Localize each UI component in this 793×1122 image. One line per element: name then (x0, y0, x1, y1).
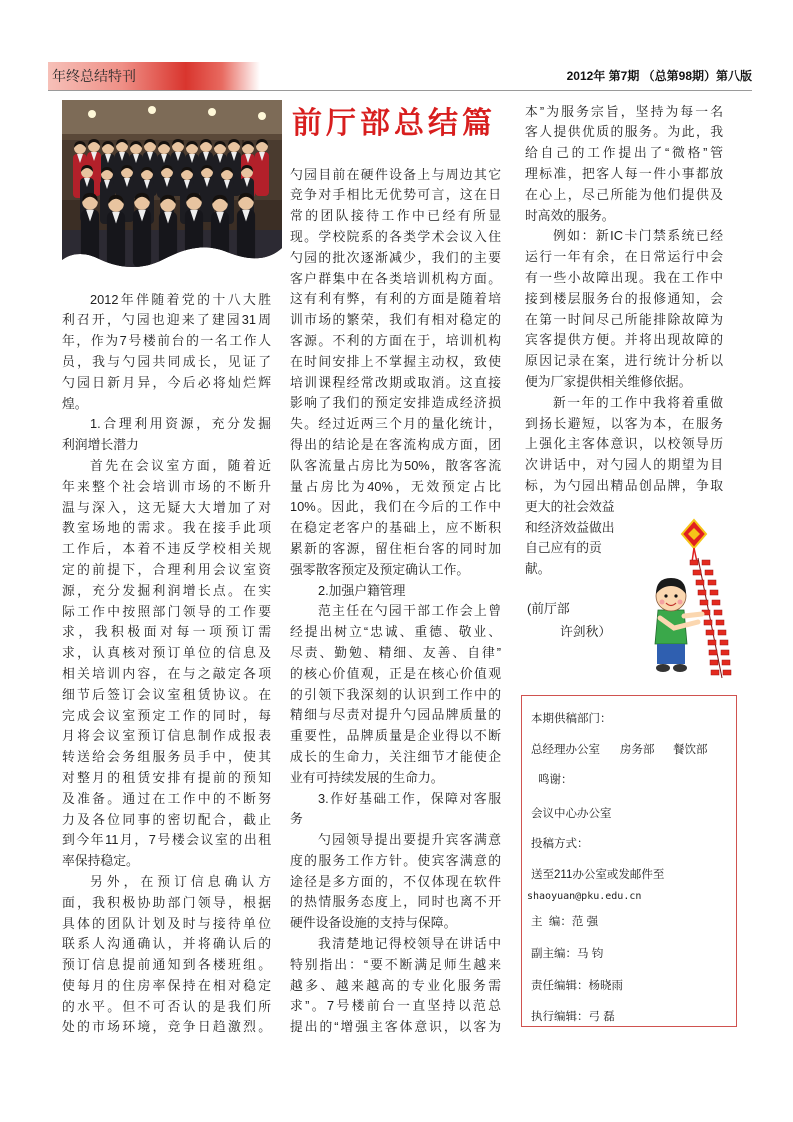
article-title: 前厅部总结篇 (292, 106, 496, 141)
text-line: 在稳定老客户的基础上，应不断积 (290, 520, 501, 536)
deputy-editor: 副主编：马 钧 (531, 948, 604, 960)
executive-editor: 执行编辑：弓 磊 (531, 1011, 615, 1023)
department-item: 房务部 (620, 744, 655, 756)
text-line: 尽责、勤勉、精细、友善、自律” (290, 644, 501, 660)
issue-info: 2012年 第7期 （总第98期）第八版 (566, 69, 752, 83)
article-paragraph (62, 456, 271, 872)
text-line: 勺园日新月异，今后必将灿烂辉 (62, 374, 271, 390)
text-line: 经提出树立“忠诚、重德、敬业、 (290, 624, 501, 640)
text-line: 有一些小故障出现。我在工作中 (525, 269, 723, 285)
text-line: 温与深入，这无疑大大增加了对 (62, 499, 271, 515)
text-line: 客户群集中在各类培训机构方面。 (290, 270, 501, 286)
text-line: 10%。因此，我们在今后的工作中 (290, 499, 501, 515)
article-paragraph (62, 872, 271, 1038)
text-line: 影响了我们的预定安排造成经济损 (290, 395, 501, 411)
text-line: 献。 (525, 561, 551, 577)
text-line: 原因记录在案，进行统计分析以 (525, 353, 723, 369)
text-line: 队客流量占房比为50%，散客客流 (290, 457, 501, 473)
article-paragraph (290, 789, 501, 831)
text-line: 和经济效益做出 (525, 519, 615, 535)
text-line: 我清楚地记得校领导在讲话中 (318, 936, 501, 952)
text-line: 3.作好基础工作，保障对客服 (318, 790, 501, 806)
text-line: 员，我与勺园共同成长，见证了 (62, 353, 271, 369)
text-line: 教室场地的需求。我在接手此项 (62, 520, 271, 536)
article-column-left (62, 290, 271, 1039)
header-divider (48, 90, 752, 91)
text-line: 本”为服务宗旨，坚持为每一名 (525, 103, 723, 119)
text-line: 给自己的工作提出了“微格”管 (525, 145, 723, 161)
text-line: 求”。7号楼前台一直坚持以范总 (290, 998, 501, 1014)
text-line: 这有利有弊，有利的方面是随着培 (290, 291, 501, 307)
article-column-right (525, 102, 723, 580)
text-line: 度的服务工作方针。使宾客满意的 (290, 852, 501, 868)
text-line: 勺园领导提出要提升宾客满意 (318, 832, 501, 848)
text-line: 对整月的租赁安排有提前的预知 (62, 769, 271, 785)
text-line: 重要性，品牌质量是企业得以不断 (290, 728, 501, 744)
text-line: 运行一年有余，在日常运行中会 (525, 249, 723, 265)
text-line: 累新的客源，留住柜台客的同时加 (290, 540, 501, 556)
article-paragraph (525, 226, 723, 392)
text-line: 到扬长避短，以客为本，在服务 (525, 415, 723, 431)
special-issue-banner (48, 62, 260, 90)
text-line: 面，我积极协助部门领导，根据 (62, 894, 271, 910)
text-line: 新一年的工作中我将着重做 (553, 394, 723, 410)
text-line: 处的市场环境，竞争日趋激烈。 (62, 1019, 271, 1035)
text-line: 预订信息提前通知到各楼班组。 (62, 957, 271, 973)
department-item: 餐饮部 (673, 744, 708, 756)
text-line: 精细与尽责对提升勺园品牌质量的 (290, 707, 501, 723)
text-line: 成长的生命力，关注细节才能使企 (290, 748, 501, 764)
submission-email: shaoyuan@pku.edu.cn (527, 891, 642, 902)
text-line: 的核心价值观，正是在核心价值观 (290, 665, 501, 681)
responsible-editor: 责任编辑：杨晓雨 (531, 980, 623, 992)
signature-author: 许剑秋） (560, 624, 612, 639)
text-line: 培训课程经常改期或取消。这直接 (290, 374, 501, 390)
article-paragraph (290, 165, 501, 581)
text-line: 途径是多方面的，不仅体现在软件 (290, 873, 501, 889)
text-line: 求，我积极面对每一项预订需 (62, 624, 271, 640)
text-line: 提出的“增强主客体意识，以客为 (290, 1019, 501, 1035)
text-line: 的热情服务态度上，同时也离不开 (290, 894, 501, 910)
text-line: 务 (290, 811, 303, 827)
text-line: 求，认真核对预订单位的信息及 (62, 645, 271, 661)
text-line: 力及各位同事的密切配合，截止 (62, 811, 271, 827)
article-column-middle (290, 165, 501, 1038)
text-line: 工作后，本着不违反学校相关规 (62, 541, 271, 557)
credits-box (521, 695, 737, 1027)
text-line: 使每月的住房率保持在相对稳定 (62, 977, 271, 993)
text-line: 利润增长潜力 (62, 437, 139, 453)
text-line: 联系人沟通确认，并将确认后的 (62, 936, 271, 952)
thanks-value: 会议中心办公室 (531, 808, 612, 820)
text-line: 宾客提供方便。并将出现故障的 (525, 332, 723, 348)
text-line: 强零散客预定及预定确认工作。 (290, 561, 470, 577)
submission-label: 投稿方式： (531, 838, 589, 850)
text-line: 量占房比为40%，无效预定占比 (290, 478, 501, 494)
text-line: 次讲话中，对勺园人的期望为目 (525, 457, 723, 473)
text-line: 细节后签订会议室租赁协议。在 (62, 686, 271, 702)
text-line: 训市场的繁荣，我们有相对稳定的 (290, 312, 501, 328)
text-line: 时高效的服务。 (525, 207, 615, 223)
text-line: 的引领下我深刻的认识到工作中的 (290, 686, 501, 702)
text-line: 及准备。通过在工作中的不断努 (62, 790, 271, 806)
text-line: 例如：新IC卡门禁系统已经 (553, 228, 723, 244)
editor-in-chief: 主 编：范 强 (531, 916, 599, 928)
text-line: 利召开，勺园也迎来了建园31周 (62, 312, 271, 328)
text-line: 常的团队接待工作中已经有所显 (290, 208, 501, 224)
article-paragraph (290, 830, 501, 934)
text-line: 2012年伴随着党的十八大胜 (90, 291, 271, 307)
banner-title: 年终总结特刊 (52, 68, 136, 84)
text-line: 标，为勺园出精品创品牌，争取 (525, 477, 723, 493)
text-line: 定的前提下，合理利用会议室资 (62, 561, 271, 577)
text-line: 现。学校院系的各类学术会议入住 (290, 228, 501, 244)
article-paragraph (525, 102, 723, 227)
text-line: 完成会议室预定工作的同时，每 (62, 707, 271, 723)
text-line: 特别指出：“要不断满足师生越来 (290, 956, 501, 972)
article-paragraph (62, 414, 271, 456)
text-line: 源，充分发掘利润增长点。在实 (62, 582, 271, 598)
text-line: 硬件设备设施的支持与保障。 (290, 915, 457, 931)
text-line: 更大的社会效益 (525, 498, 615, 514)
department-item: 总经理办公室 (531, 744, 600, 756)
text-line: 勺园目前在硬件设备上与周边其它 (290, 166, 501, 182)
text-line: 年，作为7号楼前台的一名工作人 (62, 333, 271, 349)
article-paragraph (62, 290, 271, 415)
firecracker-child-illustration (640, 518, 735, 686)
text-line: 自己应有的贡 (525, 540, 602, 556)
text-line: 在时间安排上不掌握主动权，致使 (290, 353, 501, 369)
text-line: 竞争对手相比无优势可言，这在日 (290, 187, 501, 203)
text-line: 1.合理利用资源，充分发掘 (90, 416, 271, 432)
submission-method: 送至211办公室或发邮件至 (531, 869, 665, 881)
text-line: 的水平。但不可否认的是我们所 (62, 998, 271, 1014)
text-line: 率保持稳定。 (62, 853, 139, 869)
text-line: 便为厂家提供相关维修依据。 (525, 373, 692, 389)
signature-department: (前厅部 (527, 601, 570, 616)
text-line: 接到楼层服务台的报修通知，会 (525, 290, 723, 306)
text-line: 转送给会务组服务员手中，使其 (62, 749, 271, 765)
text-line: 具体的团队计划及时与接待单位 (62, 915, 271, 931)
text-line: 另外，在预订信息确认方 (90, 873, 271, 889)
text-line: 在第一时间尽己所能排除故障为 (525, 311, 723, 327)
text-line: 煌。 (62, 395, 88, 411)
text-line: 月将会议室预订信息制作成报表 (62, 728, 271, 744)
text-line: 首先在会议室方面，随着近 (90, 457, 271, 473)
text-line: 业有可持续发展的生命力。 (290, 769, 444, 785)
text-line: 范主任在勺园干部工作会上曾 (318, 603, 501, 619)
staff-group-photo (62, 100, 282, 272)
text-line: 客人提供优质的服务。为此，我 (525, 124, 723, 140)
article-paragraph (290, 601, 501, 788)
text-line: 在心上，尽己所能为他们提供及 (525, 186, 723, 202)
text-line: 得出的结论是在客流构成方面，团 (290, 436, 501, 452)
text-line: 相关培训内容，在与之敲定各项 (62, 665, 271, 681)
article-paragraph (290, 581, 501, 602)
text-line: 勺园的批次逐渐减少，我们的主要 (290, 249, 501, 265)
text-line: 失。经过近两三个月的量化统计， (290, 416, 501, 432)
text-line: 客源。不利的方面在于，培训机构 (290, 332, 501, 348)
text-line: 理标准，把客人每一件小事都放 (525, 165, 723, 181)
text-line: 2.加强户籍管理 (318, 582, 406, 598)
thanks-label: 鸣谢： (538, 774, 573, 786)
text-line: 年来整个社会培训市场的不断升 (62, 478, 271, 494)
article-paragraph (290, 934, 501, 1038)
text-line: 到今年11月，7号楼会议室的出租 (62, 832, 271, 848)
text-line: 际工作中按照部门领导的工作要 (62, 603, 271, 619)
text-line: 越多、越来越高的专业化服务需 (290, 977, 501, 993)
text-line: 上强化主客体意识，以校领导历 (525, 436, 723, 452)
contributors-label: 本期供稿部门： (531, 713, 612, 725)
